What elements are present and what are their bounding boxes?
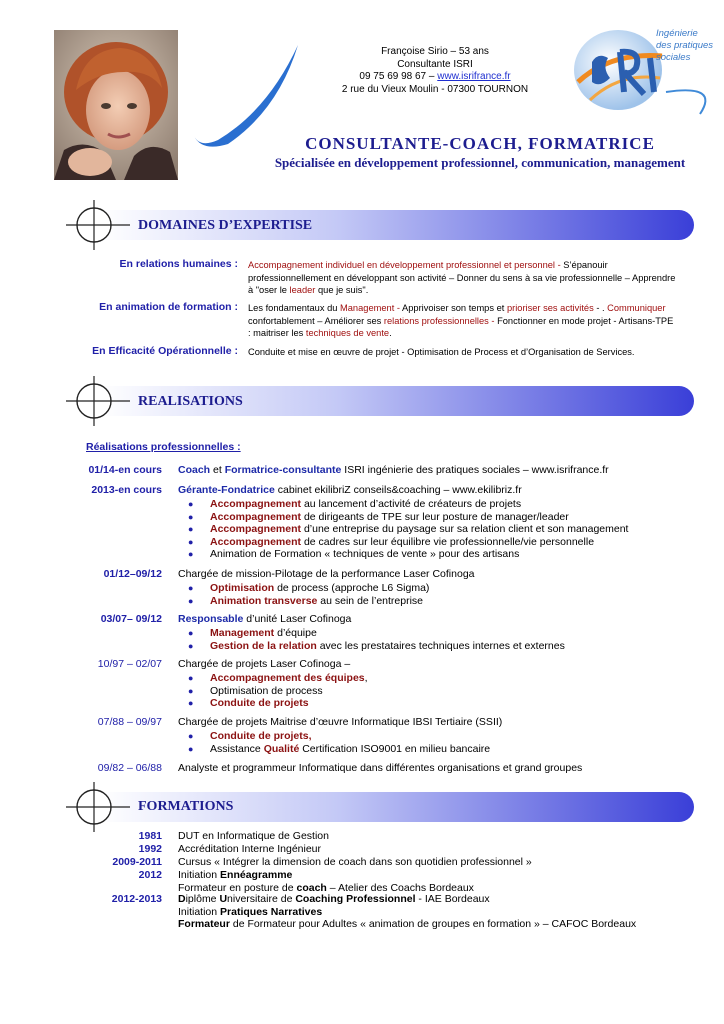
text-run: au sein de l’entreprise [317, 594, 424, 607]
realisations-heading: Réalisations professionnelles : [86, 441, 241, 453]
text-run: D [178, 893, 186, 905]
text-run: S’épanouir professionnellement en développant son activité – Donner du sens à sa vie professionnelle – Apprendre à "oser le [248, 260, 676, 295]
text-run: - . [593, 303, 608, 313]
text-run: avec les prestataires techniques internes et externes [316, 639, 565, 652]
text-run: iplôme [185, 893, 220, 905]
text-run: Analyste et programmeur Informatique dans différentes organisations et grand groupes [178, 762, 583, 774]
text-run: Accompagnement [210, 523, 302, 536]
realisation-bullet [188, 595, 718, 608]
realisation-title [178, 613, 718, 626]
text-run: Accompagnement [210, 510, 302, 523]
text-run: d’équipe [274, 627, 317, 639]
formation-date: 2009-2011 [112, 856, 162, 868]
text-run: de Formateur pour Adultes « animation de groupes en formation » – CAFOC Bordeaux [229, 918, 637, 930]
role: Consultante ISRI [397, 58, 473, 70]
text-run: Chargée de projets Laser Cofinoga – [178, 658, 351, 670]
realisation-bullet [188, 548, 718, 561]
logo-tagline: Ingénierie des pratiques sociales [656, 28, 714, 63]
section-title-realisations: REALISATIONS [138, 394, 243, 409]
formation-date: 2012 [138, 869, 162, 881]
text-run: techniques de vente [305, 328, 390, 338]
formation-line [178, 918, 718, 931]
realisation-title [178, 716, 718, 729]
text-run: , [364, 672, 368, 684]
text-run: Cursus « Intégrer la dimension de coach dans son quotidien professionnel » [178, 856, 532, 868]
text-run: Accompagnement [210, 498, 302, 510]
text-run: Accompagnement [210, 535, 302, 548]
text-run: Certification ISO9001 en milieu bancaire [299, 742, 491, 755]
text-run: Les fondamentaux du [248, 303, 341, 313]
text-run: Management [210, 627, 275, 639]
website-link[interactable]: www.isrifrance.fr [437, 71, 511, 82]
text-run: Optimisation [210, 582, 275, 594]
text-run: Animation transverse [210, 594, 318, 607]
bullet-icon: ● [188, 628, 194, 638]
expertise-label: En Efficacité Opérationnelle : [92, 345, 238, 357]
text-run: au lancement d’activité de créateurs de projets [301, 498, 522, 510]
realisation-bullet [188, 672, 718, 685]
realisation-title [178, 464, 718, 477]
bullet-icon: ● [188, 536, 194, 547]
text-run: - IAE Bordeaux [415, 893, 490, 905]
formation-line [178, 869, 718, 882]
text-run: U [219, 893, 228, 905]
text-run: leader [289, 285, 316, 295]
bullet-icon: ● [188, 595, 194, 606]
text-run: et [210, 464, 225, 476]
bullet-icon: ● [188, 549, 194, 560]
bullet-icon: ● [188, 640, 194, 651]
text-run: Responsable [178, 613, 244, 625]
text-run: – Atelier des Coachs Bordeaux [326, 881, 474, 894]
realisation-date: 07/88 – 09/97 [97, 716, 162, 728]
text-run: DUT en Informatique de Gestion [178, 830, 329, 842]
expertise-label: En relations humaines : [119, 258, 238, 270]
text-run: que je suis". [315, 285, 369, 295]
text-run: Chargée de projets Maitrise d’œuvre Informatique IBSI Tertiaire (SSII) [178, 716, 503, 728]
text-run: de cadres sur leur équilibre vie professionnelle/vie personnelle [301, 535, 595, 548]
crosshair-icon [66, 198, 130, 252]
text-run: Coach [178, 464, 211, 476]
text-run: cabinet ekilibriZ conseils&coaching – www.ekilibriz.fr [274, 484, 522, 496]
text-run: Chargée de mission-Pilotage de la performance Laser Cofinoga [178, 568, 475, 580]
text-run: Communiquer [607, 303, 666, 313]
name-age: Françoise Sirio – 53 ans [381, 46, 489, 57]
realisation-bullet [188, 697, 718, 710]
realisation-date: 01/12–09/12 [103, 568, 162, 580]
text-run: d’une entreprise du paysage sur sa relation client et son management [301, 523, 629, 536]
realisation-bullet [188, 640, 718, 653]
text-run: d’unité Laser Cofinoga [243, 613, 352, 625]
expertise-text [248, 259, 678, 297]
expertise-text [248, 346, 678, 359]
text-run: Conduite de projets [210, 697, 309, 710]
text-run: Gérante-Fondatrice [178, 484, 275, 496]
expertise-text [248, 302, 678, 340]
realisation-date: 03/07– 09/12 [100, 613, 162, 625]
text-run: Conduite et mise en œuvre de projet - Optimisation de Process et d’Organisation de Services. [248, 347, 635, 357]
text-run: coach [296, 881, 327, 894]
bullet-icon: ● [188, 698, 194, 709]
formation-line [178, 830, 718, 843]
bullet-icon: ● [188, 731, 194, 741]
bullet-icon: ● [188, 673, 194, 683]
text-run: Formateur en posture de [178, 881, 297, 894]
bullet-icon: ● [188, 685, 194, 696]
formation-line [178, 893, 718, 906]
realisation-bullet [188, 582, 718, 595]
realisation-date: 01/14-en cours [88, 464, 162, 476]
realisation-date: 2013-en cours [91, 484, 162, 496]
realisation-bullet [188, 685, 718, 698]
main-title: CONSULTANTE-COACH, FORMATRICE [305, 134, 655, 153]
text-run: Apprivoiser son temps et [402, 303, 507, 313]
text-run: ISRI ingénierie des pratiques sociales – www.isrifrance.fr [341, 464, 609, 476]
bullet-icon: ● [188, 743, 194, 754]
text-run: Animation de Formation « techniques de vente » pour des artisans [210, 548, 520, 561]
sub-title: Spécialisée en développement professionnel, communication, management [274, 155, 686, 170]
realisation-bullet [188, 523, 718, 536]
bullet-icon: ● [188, 524, 194, 535]
text-run: Accréditation Interne Ingénieur [178, 843, 322, 855]
phone: 09 75 69 98 67 – [359, 71, 438, 82]
formation-date: 1992 [138, 843, 162, 855]
crosshair-icon [66, 780, 130, 834]
formation-line [178, 906, 718, 919]
text-run: confortablement – Améliorer ses [248, 315, 384, 326]
text-run: Formatrice-consultante [224, 464, 342, 476]
contact-block [300, 46, 570, 96]
profile-photo [54, 30, 178, 180]
bullet-icon: ● [188, 511, 194, 522]
formation-date: 2012-2013 [111, 893, 162, 905]
text-run: . [389, 328, 392, 338]
text-run: Conduite de projets, [210, 730, 312, 742]
text-run: prioriser ses activités [506, 303, 594, 313]
text-run: de process (approche L6 Sigma) [274, 582, 430, 594]
formation-date: 1981 [138, 830, 162, 842]
text-run: Gestion de la relation [210, 639, 317, 652]
realisation-bullet [188, 511, 718, 524]
text-run: Accompagnement des équipes [210, 672, 365, 684]
section-title-formations: FORMATIONS [138, 799, 234, 814]
realisation-bullet [188, 627, 718, 640]
realisation-title [178, 762, 718, 775]
address: 2 rue du Vieux Moulin - 07300 TOURNON [341, 83, 529, 95]
phone-line [300, 71, 570, 84]
text-run: relations professionnelles - [383, 315, 498, 326]
realisation-bullet [188, 536, 718, 549]
text-run: de dirigeants de TPE sur leur posture de manager/leader [301, 510, 569, 523]
text-run: Initiation [178, 869, 221, 881]
realisation-title [178, 568, 718, 581]
text-run: Fonctionner en mode projet - Artisans-TPE : maitriser les [248, 315, 674, 338]
section-title-expertise: DOMAINES D’EXPERTISE [138, 218, 313, 233]
realisation-bullet [188, 743, 718, 756]
realisation-date: 09/82 – 06/88 [97, 762, 162, 774]
text-run: Pratiques Narratives [220, 905, 323, 918]
text-run: Management - [340, 303, 403, 313]
text-run: Accompagnement individuel en développement professionnel et personnel - [248, 260, 564, 270]
formation-line [178, 843, 718, 856]
realisation-bullet [188, 498, 718, 511]
realisation-date: 10/97 – 02/07 [97, 658, 162, 670]
realisation-title [178, 658, 718, 671]
text-run: Optimisation de process [210, 684, 323, 697]
text-run: niversitaire de [227, 893, 296, 905]
text-run: Assistance [210, 742, 264, 755]
text-run: Ennéagramme [220, 869, 293, 881]
bullet-icon: ● [188, 499, 194, 509]
crosshair-icon [66, 374, 130, 428]
formation-line [178, 856, 718, 869]
text-run: Initiation [178, 905, 221, 918]
bullet-icon: ● [188, 583, 194, 593]
realisation-bullet [188, 730, 718, 743]
realisation-title [178, 484, 718, 497]
expertise-label: En animation de formation : [99, 301, 238, 313]
text-run: Formateur [178, 918, 230, 930]
text-run: Qualité [263, 742, 300, 755]
text-run: Coaching Professionnel [295, 893, 416, 905]
